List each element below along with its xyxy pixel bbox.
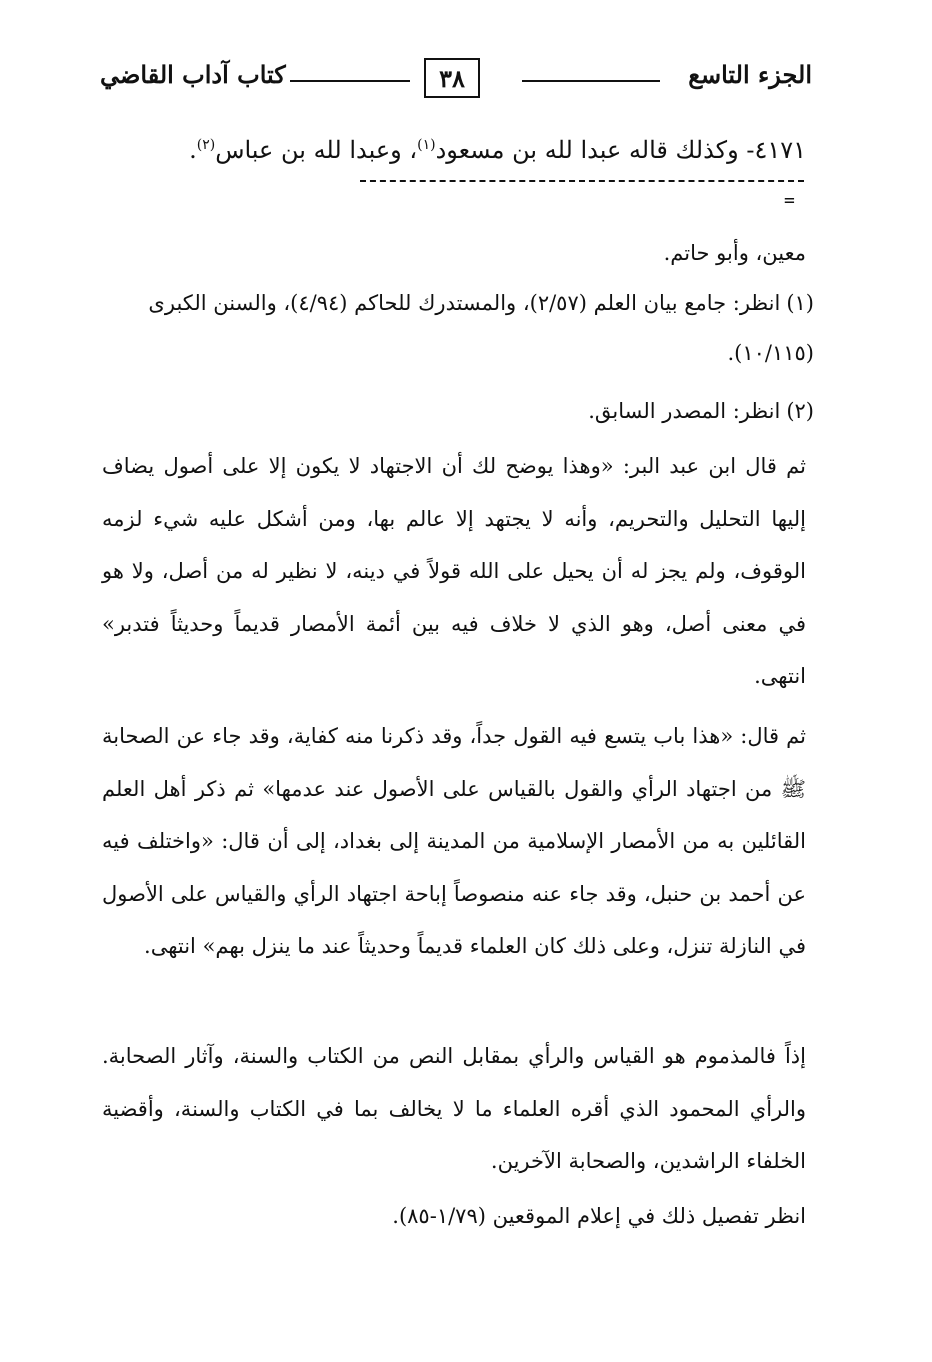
item-text: ٤١٧١- وكذلك قاله عبدا لله بن مسعود	[435, 136, 806, 164]
body-paragraph-2: ثم قال: «هذا باب يتسع فيه القول جداً، وقد ذكرنا منه كفاية، وقد جاء عن الصحابة ﷺ من اجتهاد الرأي والقول بالقياس على الأصول عند عدمها» ثم ذكر أهل العلم القائلين به من الأمصار الإسلامية من المدينة إلى بغداد، إلى أن قال: «واختلف فيه عن أحمد بن حنبل، وقد جاء عنه منصوصاً إباحة اجتهاد الرأي والقياس على الأصول في النازلة تنزل، وعلى ذلك كان العلماء قديماً وحديثاً عند ما ينزل بهم» انتهى.	[102, 724, 806, 958]
header-rule-left	[290, 80, 410, 82]
footnote-continuation: معين، وأبو حاتم.	[663, 241, 806, 265]
page-header	[100, 58, 812, 104]
body-paragraph-3: إذاً فالمذموم هو القياس والرأي بمقابل النص من الكتاب والسنة، وآثار الصحابة. والرأي المحمود الذي أقره العلماء ما لا يخالف بما في الكتاب والسنة، وأقضية الخلفاء الراشدين، والصحابة الآخرين.	[102, 1044, 806, 1173]
body-paragraph-4: انظر تفصيل ذلك في إعلام الموقعين (١/٧٩-٨٥).	[392, 1204, 806, 1228]
footnote-2-text: انظر: المصدر السابق.	[588, 399, 781, 423]
item-text-mid: ، وعبدا لله بن عباس	[215, 136, 418, 164]
body-paragraph-1: ثم قال ابن عبد البر: «وهذا يوضح لك أن الاجتهاد لا يكون إلا على أصول يضاف إليها التحليل والتحريم، وأنه لا يجتهد إلا عالم بها، ومن أشكل عليه شيء لزمه الوقوف، ولم يجز له أن يحيل على الله قولاً في دينه، لا نظير له من أصل، ولا هو في معنى أصل، وهو الذي لا خلاف فيه بين أئمة الأمصار قديماً وحديثاً فتدبر» انتهى.	[102, 454, 806, 688]
item-text-end: .	[189, 136, 197, 164]
footnote-separator	[360, 180, 804, 182]
numbered-item	[126, 136, 806, 164]
footnote-ref-2: (٢)	[196, 137, 216, 153]
continuation-mark: =	[784, 190, 795, 211]
footnote-ref-1: (١)	[417, 137, 436, 153]
footnote-1	[104, 278, 814, 378]
part-title: الجزء التاسع	[688, 60, 812, 89]
book-title: كتاب آداب القاضي	[100, 60, 286, 89]
page-number: ٣٨	[424, 58, 480, 98]
header-rule-right	[522, 80, 660, 82]
footnote-2-number: (٢)	[786, 399, 814, 423]
footnote-2	[104, 386, 814, 436]
footnote-1-number: (١)	[786, 291, 814, 315]
footnote-1-text: انظر: جامع بيان العلم (٢/٥٧)، والمستدرك للحاكم (٤/٩٤)، والسنن الكبرى (١٠/١١٥).	[148, 291, 814, 365]
